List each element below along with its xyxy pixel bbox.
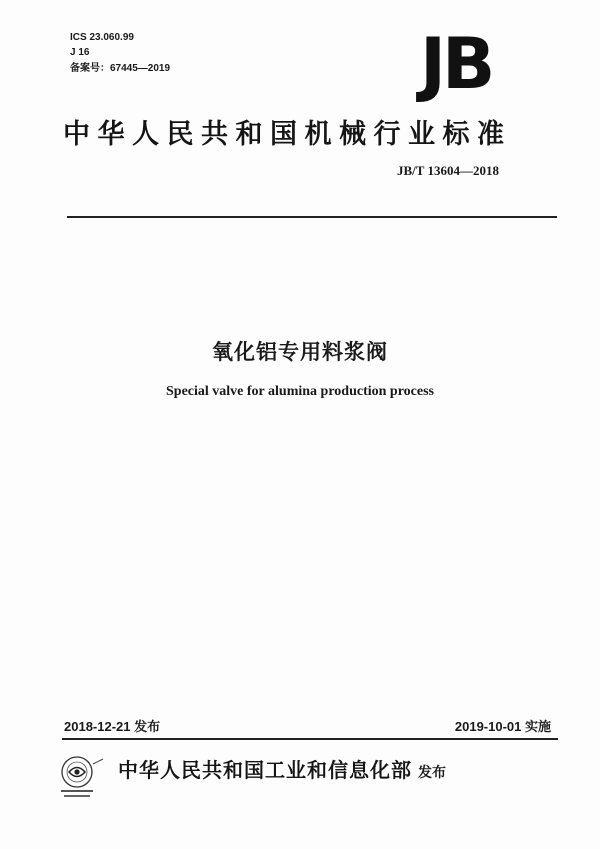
standard-category-title: 中华人民共和国机械行业标准 [63,119,512,150]
standard-number: JB/T 13604—2018 [397,163,499,178]
header-divider [67,216,557,218]
publisher-stamp-icon [55,752,111,802]
jb-logo: JB [420,23,492,105]
issuer-suffix: 发布 [418,765,446,781]
ics-code: ICS 23.060.99 [70,32,134,43]
implementation-date: 2019-10-01 实施 [454,719,551,734]
document-title-chinese: 氧化铝专用料浆阀 [212,340,388,364]
document-title-english: Special valve for alumina production process [166,384,434,399]
issue-date: 2018-12-21 发布 [64,719,161,734]
issuer-name: 中华人民共和国工业和信息化部 [118,758,412,782]
issuer-line [118,754,446,783]
ccs-code: J 16 [70,47,90,58]
footer-divider [62,738,558,740]
record-number: 备案号：67445—2019 [70,63,171,74]
